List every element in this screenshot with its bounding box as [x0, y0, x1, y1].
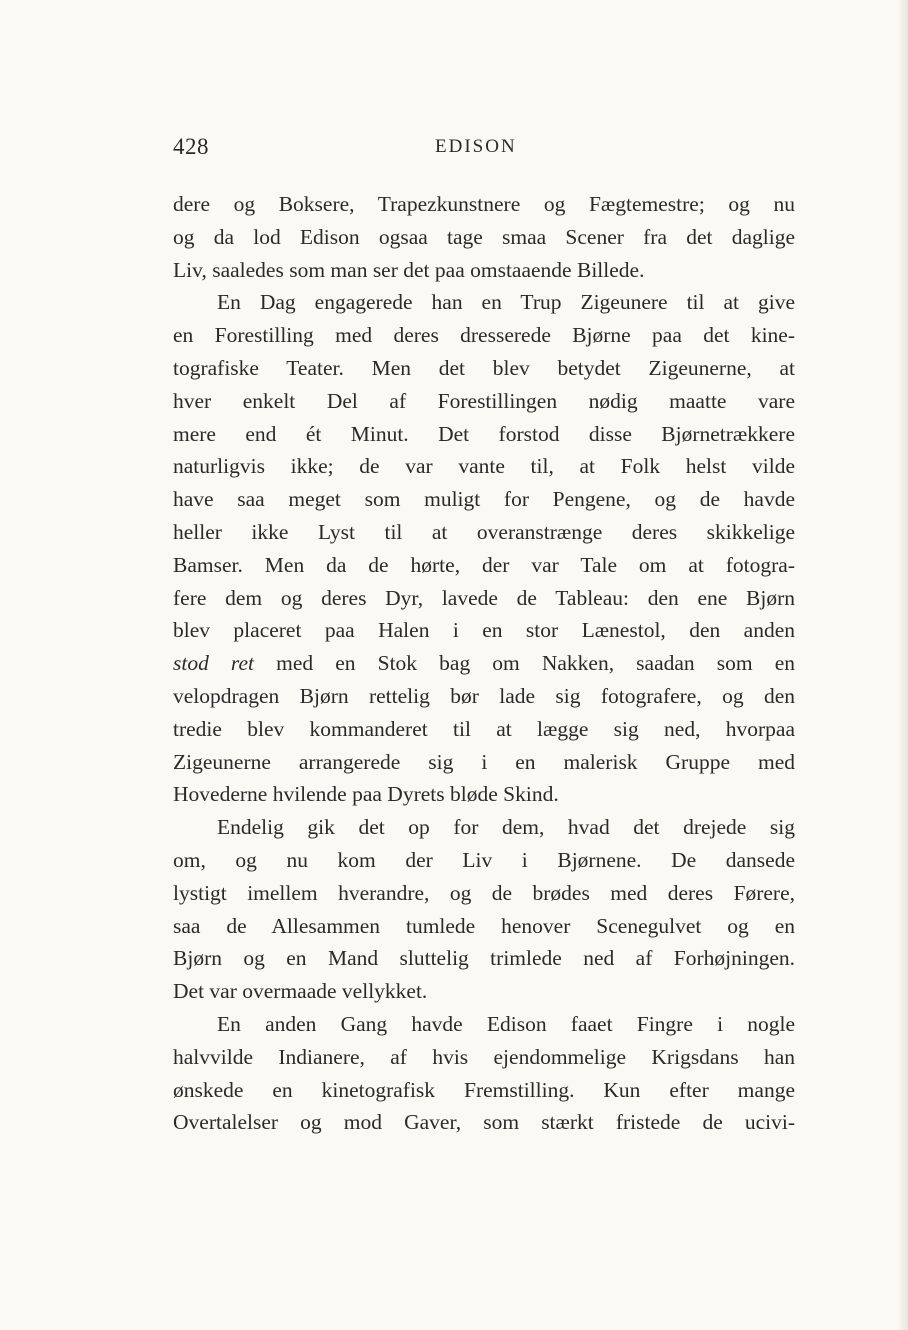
text-line: have saa meget som muligt for Pengene, og de havde [173, 487, 795, 512]
text-line: Zigeunerne arrangerede sig i en malerisk Gruppe med [173, 749, 795, 774]
text-line: ønskede en kinetografisk Fremstilling. Kun efter mange [173, 1077, 795, 1102]
text-line: hver enkelt Del af Forestillingen nødig maatte vare [173, 388, 795, 413]
text-line: En anden Gang havde Edison faaet Fingre i nogle [217, 1011, 795, 1036]
page-number: 428 [173, 134, 209, 159]
text-line: og da lod Edison ogsaa tage smaa Scener fra det daglige [173, 224, 795, 249]
text-line: Bjørn og en Mand sluttelig trimlede ned af Forhøjningen. [173, 946, 795, 971]
page-edge-shadow [898, 0, 908, 1330]
text-line: lystigt imellem hverandre, og de brødes med deres Førere, [173, 880, 795, 905]
text-line: Overtalelser og mod Gaver, som stærkt fristede de ucivi- [173, 1110, 795, 1135]
text-line-rest: med en Stok bag om Nakken, saadan som en [276, 651, 795, 676]
text-line: saa de Allesammen tumlede henover Scenegulvet og en [173, 913, 795, 938]
running-head: EDISON [435, 136, 517, 157]
text-line: om, og nu kom der Liv i Bjørnene. De dansede [173, 847, 795, 872]
text-line: Hovederne hvilende paa Dyrets bløde Skind. [173, 782, 559, 807]
text-line: tredie blev kommanderet til at lægge sig ned, hvorpaa [173, 716, 795, 741]
text-line: fere dem og deres Dyr, lavede de Tableau: den ene Bjørn [173, 585, 795, 610]
text-line: En Dag engagerede han en Trup Zigeunere til at give [217, 290, 795, 315]
text-line: heller ikke Lyst til at overanstrænge deres skikkelige [173, 519, 795, 544]
text-line: en Forestilling med deres dresserede Bjørne paa det kine- [173, 323, 795, 348]
text-line: tografiske Teater. Men det blev betydet Zigeunerne, at [173, 355, 795, 380]
text-line: naturligvis ikke; de var vante til, at Folk helst vilde [173, 454, 795, 479]
text-line: Det var overmaade vellykket. [173, 979, 428, 1004]
body-text [173, 188, 795, 1139]
text-line-with-italic [173, 647, 795, 680]
text-line: Endelig gik det op for dem, hvad det drejede sig [217, 815, 795, 840]
page-header [173, 131, 795, 163]
text-line: blev placeret paa Halen i en stor Lænestol, den anden [173, 618, 795, 643]
text-line: Bamser. Men da de hørte, der var Tale om at fotogra- [173, 552, 795, 577]
text-line: halvvilde Indianere, af hvis ejendommelige Krigsdans han [173, 1044, 795, 1069]
italic-phrase: stod ret [173, 651, 255, 676]
text-line: dere og Boksere, Trapezkunstnere og Fægtemestre; og nu [173, 192, 795, 216]
text-line: velopdragen Bjørn rettelig bør lade sig fotografere, og den [173, 683, 795, 708]
text-line: Liv, saaledes som man ser det paa omstaaende Billede. [173, 257, 645, 282]
text-line: mere end ét Minut. Det forstod disse Bjørnetrækkere [173, 421, 795, 446]
